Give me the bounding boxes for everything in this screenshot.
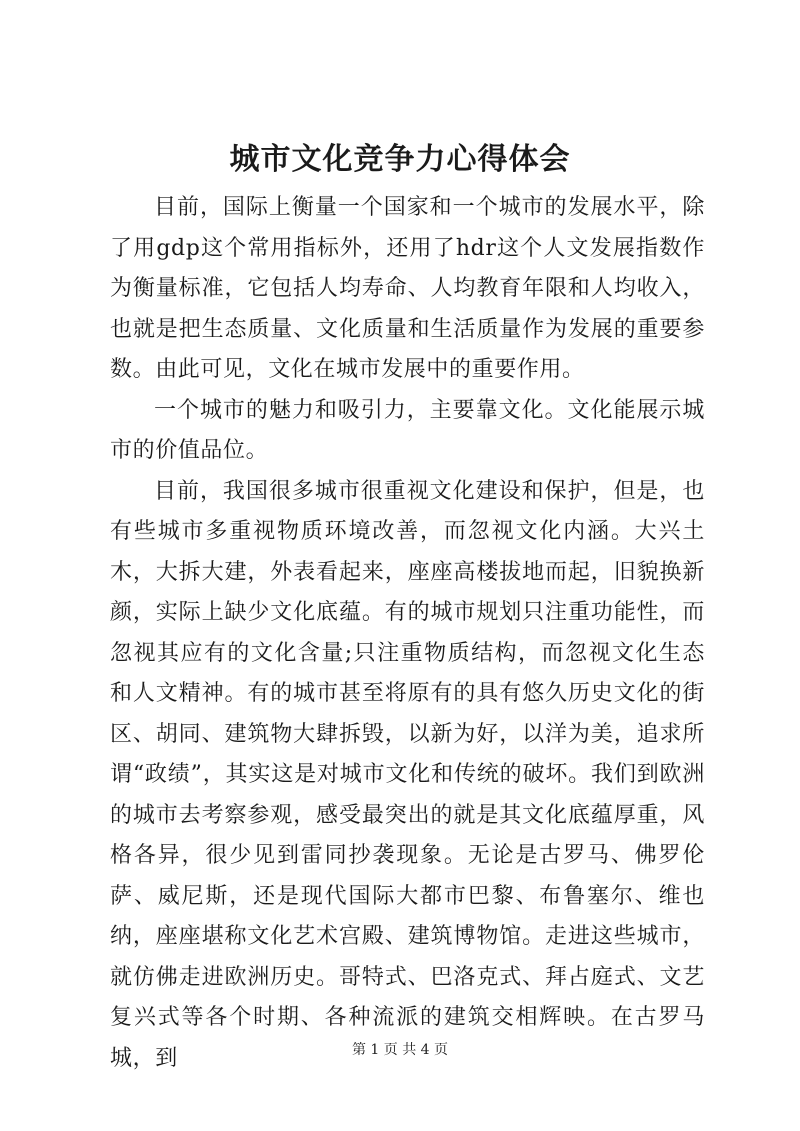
paragraph-1: 目前，国际上衡量一个国家和一个城市的发展水平，除了用gdp这个常用指标外，还用了hdr这个人文发展指数作为衡量标准，它包括人均寿命、人均教育年限和人均收入，也就是把生态质量、文化质量和生活质量作为发展的重要参数。由此可见，文化在城市发展中的重要作用。 <box>110 195 705 382</box>
page-footer: 第 1 页 共 4 页 <box>351 1042 449 1058</box>
paragraph-2: 一个城市的魅力和吸引力，主要靠文化。文化能展示城市的价值品位。 <box>110 397 705 463</box>
paragraph-3: 目前，我国很多城市很重视文化建设和保护，但是，也有些城市多重视物质环境改善，而忽视文化内涵。大兴土木，大拆大建，外表看起来，座座高楼拔地而起，旧貌换新颜，实际上缺少文化底蕴。有的城市规划只注重功能性，而忽视其应有的文化含量;只注重物质结构，而忽视文化生态和人文精神。有的城市甚至将原有的具有悠久历史文化的街区、胡同、建筑物大肆拆毁，以新为好，以洋为美，追求所谓“政绩”，其实这是对城市文化和传统的破坏。我们到欧洲的城市去考察参观，感受最突出的就是其文化底蕴厚重，风格各异，很少见到雷同抄袭现象。无论是古罗马、佛罗伦萨、威尼斯，还是现代国际大都市巴黎、布鲁塞尔、维也纳，座座堪称文化艺术宫殿、建筑博物馆。走进这些城市，就仿佛走进欧洲历史。哥特式、巴洛克式、拜占庭式、文艺复兴式等各个时期、各种流派的建筑交相辉映。在古罗马城，到 <box>110 478 705 1071</box>
document-body <box>110 188 705 1079</box>
document-title: 城市文化竞争力心得体会 <box>229 142 571 177</box>
